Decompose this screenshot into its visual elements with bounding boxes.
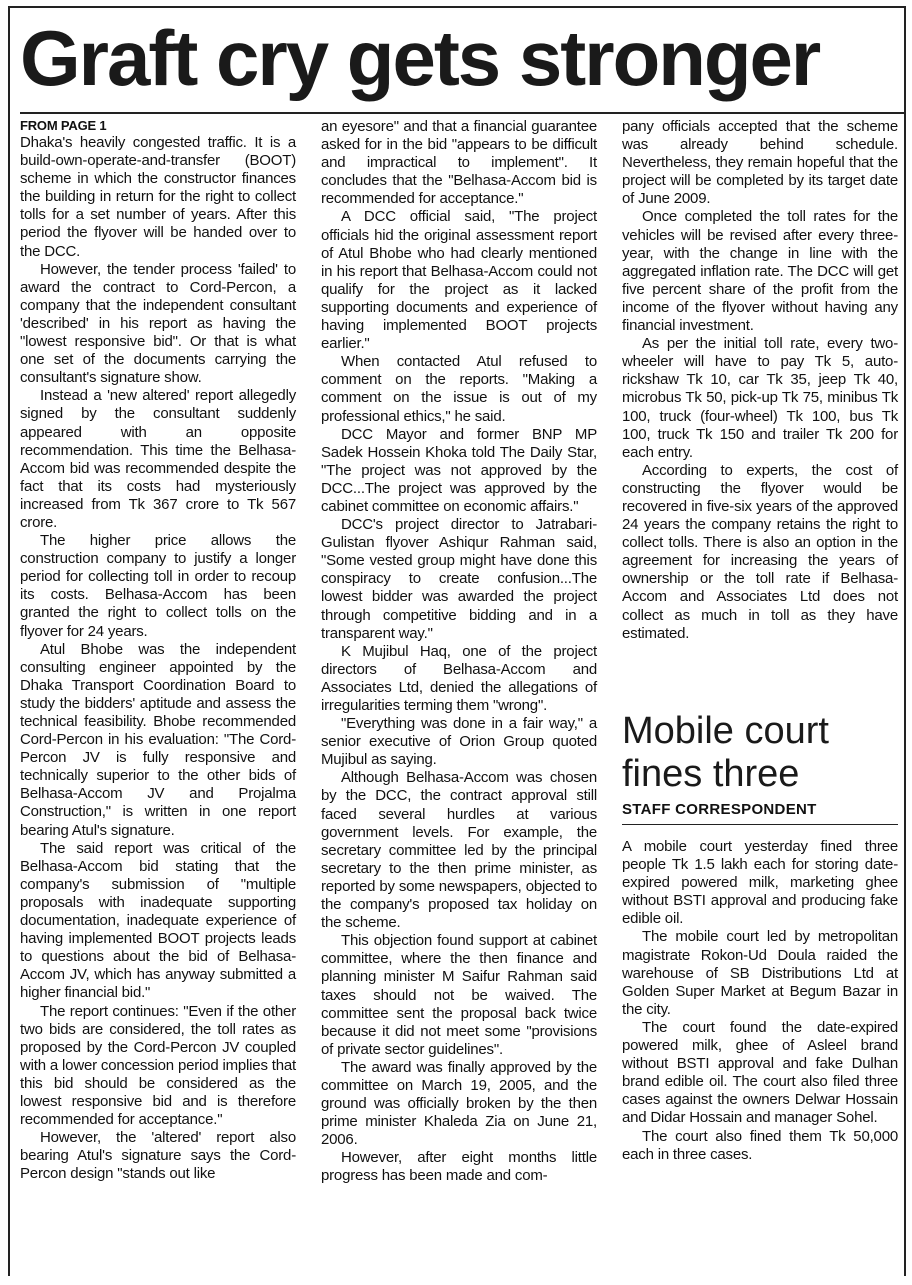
sidebar-paragraph: A mobile court yesterday fined three people Tk 1.5 lakh each for storing date-expired powered milk, marketing ghee without BSTI approval and producing fake edible oil. [622,838,898,928]
article-paragraph: Once completed the toll rates for the vehicles will be revised after every three-year, with the change in line with the aggregated inflation rate. The DCC will get five percent share of the profit from the income of the flyover without having any financial investment. [622,208,898,335]
sidebar-paragraph: The court also fined them Tk 50,000 each in three cases. [622,1127,898,1163]
article-paragraph: Atul Bhobe was the independent consulting engineer appointed by the Dhaka Transport Coordination Board to study the bidders' aptitude and assess the technical feasibility. Bhobe recommended Cord-Percon in his evaluation: "The Cord-Percon JV is fully responsive and technically superior to the other bids of Belhasa-Accom JV and Projalma Construction," is written in one report bearing Atul's signature. [20,640,296,839]
sidebar-story [622,838,898,1164]
article-paragraph: This objection found support at cabinet committee, where the then finance and planning minister M Saifur Rahman said taxes should not be waived. The committee sent the proposal back twice because it did not meet some "provisions of private sector guidelines". [321,932,597,1058]
sidebar-paragraph: The court found the date-expired powered milk, ghee of Asleel brand without BSTI approval and fake Dulhan brand edible oil. The court also filed three cases against the owners Delwar Hossain and Didar Hossain and manager Sohel. [622,1018,898,1127]
frame-left-border [8,6,10,1276]
article-paragraph: K Mujibul Haq, one of the project directors of Belhasa-Accom and Associates Ltd, denied the allegations of irregularities terming them "wrong". [321,642,597,714]
article-paragraph: Instead a 'new altered' report allegedly signed by the consultant suddenly appeared with an opposite recommendation. This time the Belhasa-Accom bid was recommended despite the fact that its costs had mysteriously increased from Tk 367 crore to Tk 567 crore. [20,387,296,531]
sidebar-headline-line2: fines three [622,753,800,795]
article-column-2 [321,118,597,1186]
article-paragraph: Dhaka's heavily congested traffic. It is a build-own-operate-and-transfer (BOOT) scheme in which the constructor finances the building in return for the right to collect tolls for a set number of years. After this period the flyover will be handed over to the DCC. [20,134,296,260]
article-column-1 [20,118,296,1183]
article-paragraph: "Everything was done in a fair way," a senior executive of Orion Group quoted Mujibul as saying. [321,715,597,769]
byline-rule [622,824,898,825]
sidebar-paragraph: The mobile court led by metropolitan magistrate Rokon-Ud Doula raided the warehouse of SB Distributions Ltd at Golden Super Market at Begum Bazar in the city. [622,928,898,1018]
from-page-kicker: FROM PAGE 1 [20,118,107,133]
article-paragraph: The higher price allows the construction company to justify a longer period for collecting toll in order to recoup its costs. Belhasa-Accom has been granted the right to collect tolls on the flyover for 24 years. [20,532,296,640]
article-paragraph: DCC Mayor and former BNP MP Sadek Hossein Khoka told The Daily Star, "The project was not approved by the DCC...The project was approved by the cabinet committee on economic affairs." [321,425,597,515]
sidebar-headline-line1: Mobile court [622,710,829,752]
article-paragraph: DCC's project director to Jatrabari-Gulistan flyover Ashiqur Rahman said, "Some vested group might have done this conspiracy to create confusion...The lowest bidder was awarded the project through competitive bidding and in a transparent way." [321,516,597,642]
article-paragraph: The said report was critical of the Belhasa-Accom bid stating that the company's submission of "multiple proposals with inadequate supporting documentation, inadequate experience of having implemented BOOT projects leads to questions about the bid of Belhasa-Accom JV, which has anyway submitted a higher financial bid." [20,839,296,1002]
article-paragraph: According to experts, the cost of constructing the flyover would be recovered in five-six years of the approved 24 years the company retains the right to collect tolls. There is also an option in the agreement for increasing the years of ownership or the toll rate if Belhasa-Accom and Associates Ltd does not collect as much in toll as they have estimated. [622,461,898,642]
headline-rule [20,112,904,114]
article-paragraph: A DCC official said, "The project officials hid the original assessment report of Atul Bhobe who had clearly mentioned in his report that Belhasa-Accom could not qualify for the project as it lacked supporting documents and experience of having implemented BOOT projects earlier." [321,208,597,353]
article-paragraph: The report continues: "Even if the other two bids are considered, the toll rates as proposed by the Cord-Percon JV coupled with a lower concession period implies that this bid should be considered as the lowest responsive bid and is therefore recommended for acceptance." [20,1002,296,1129]
article-paragraph: an eyesore" and that a financial guarantee asked for in the bid "appears to be difficult and impractical to implement". It concludes that the "Belhasa-Accom bid is recommended for acceptance." [321,118,597,208]
main-headline: Graft cry gets stronger [20,14,820,102]
article-paragraph: However, after eight months little progress has been made and com- [321,1149,597,1185]
article-paragraph: Although Belhasa-Accom was chosen by the DCC, the contract approval still faced several hurdles at various government levels. For example, the secretary committee led by the principal secretary to the then prime minister, as reported by some newspapers, objected to the company's proposed tax holiday on the scheme. [321,769,597,932]
article-paragraph: The award was finally approved by the committee on March 19, 2005, and the ground was officially broken by the then prime minister Khaleda Zia on June 21, 2006. [321,1058,597,1149]
article-paragraph: However, the tender process 'failed' to award the contract to Cord-Percon, a company that the independent consultant 'described' in his report as having the "lowest responsive bid". Or that is what one set of the documents carrying the consultant's signature show. [20,260,296,387]
article-paragraph: When contacted Atul refused to comment on the reports. "Making a comment on the issue is out of my professional ethics," he said. [321,353,597,425]
article-paragraph: However, the 'altered' report also bearing Atul's signature says the Cord-Percon design "stands out like [20,1129,296,1183]
frame-right-border [904,6,906,1276]
article-paragraph: pany officials accepted that the scheme was already behind schedule. Nevertheless, they remain hopeful that the project will be completed by its target date of June 2009. [622,118,898,208]
article-paragraph: As per the initial toll rate, every two-wheeler will have to pay Tk 5, auto-rickshaw Tk 10, car Tk 35, jeep Tk 40, microbus Tk 50, pick-up Tk 75, minibus Tk 100, truck (four-wheel) Tk 100, bus Tk 100, truck Tk 150 and trailer Tk 200 for each entry. [622,335,898,461]
sidebar-byline: STAFF CORRESPONDENT [622,801,817,818]
sidebar-headline [622,710,902,796]
article-column-3 [622,118,898,643]
